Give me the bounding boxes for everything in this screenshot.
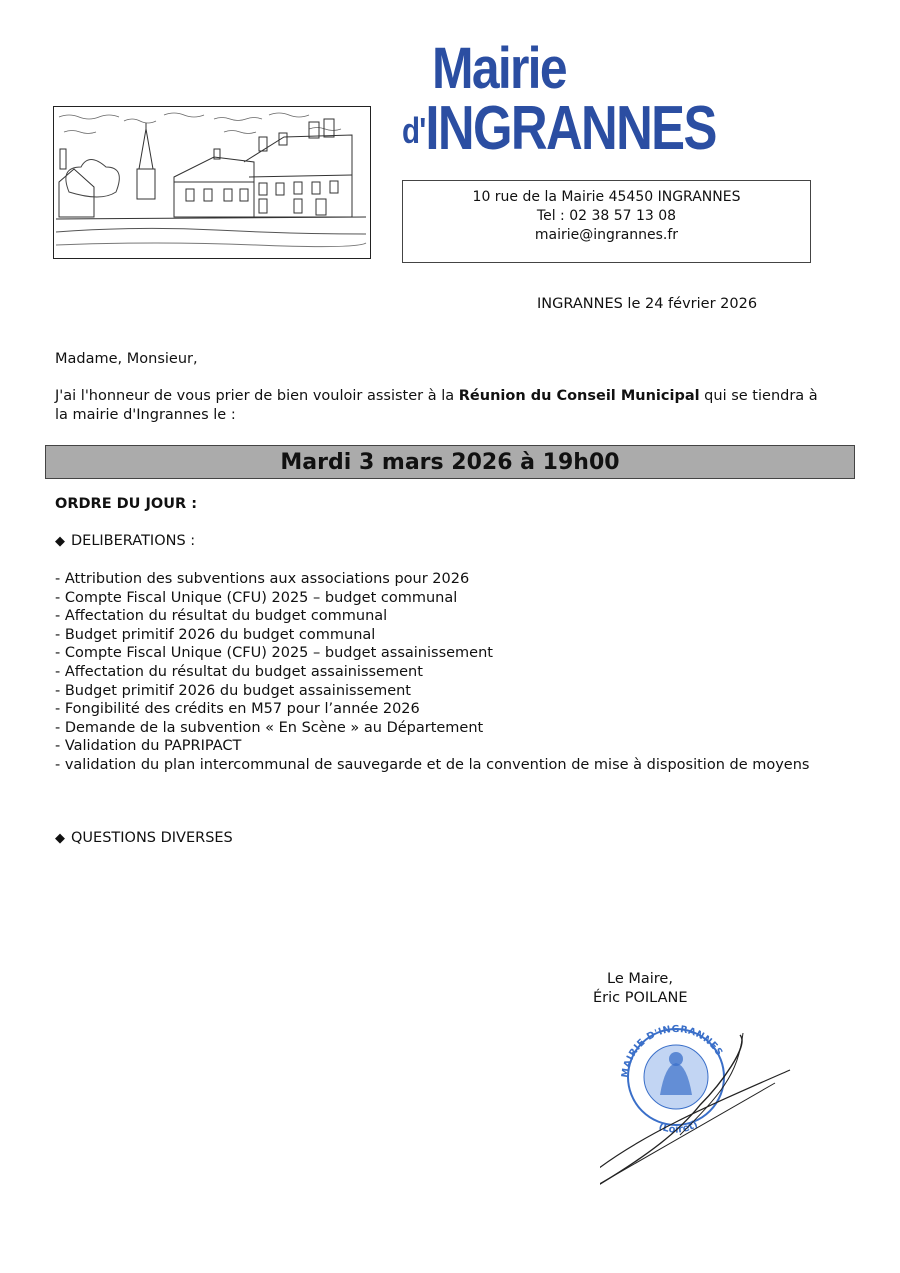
list-item: - Fongibilité des crédits en M57 pour l’année 2026 — [55, 701, 420, 718]
intro-paragraph — [55, 387, 825, 425]
intro-bold: Réunion du Conseil Municipal — [458, 388, 700, 404]
list-item: - Demande de la subvention « En Scène » au Département — [55, 719, 484, 736]
logo-mairie: Mairie — [432, 36, 566, 101]
list-item: - Budget primitif 2026 du budget assainissement — [55, 682, 411, 699]
signatory-name: Éric POILANE — [593, 990, 688, 1006]
section-deliberations — [55, 533, 195, 549]
section-deliberations-label: DELIBERATIONS : — [71, 533, 196, 549]
logo-ingrannes — [402, 94, 716, 163]
salutation: Madame, Monsieur, — [55, 351, 198, 367]
stamp-top-text: MAIRIE D'INGRANNES — [619, 1023, 725, 1079]
intro-after: qui se tiendra à la mairie d'Ingrannes le : — [55, 388, 818, 423]
logo-main: INGRANNES — [425, 94, 716, 163]
signatory-title: Le Maire, — [607, 971, 673, 987]
email-line: mairie@ingrannes.fr — [534, 227, 679, 243]
diamond-icon: ◆ — [55, 831, 65, 846]
official-stamp-signature — [600, 1015, 800, 1205]
signatory — [593, 970, 688, 1008]
stamp-bottom-text: (Loiret) — [656, 1118, 700, 1136]
letter-date: INGRANNES le 24 février 2026 — [537, 296, 758, 312]
address-box — [402, 180, 811, 263]
list-item: - Compte Fiscal Unique (CFU) 2025 – budget communal — [55, 589, 458, 606]
village-sketch-image — [53, 106, 371, 259]
diamond-icon: ◆ — [55, 534, 65, 549]
intro-before: J'ai l'honneur de vous prier de bien vouloir assister à la — [55, 388, 459, 404]
list-item: - Attribution des subventions aux associations pour 2026 — [55, 571, 470, 587]
list-item: - Budget primitif 2026 du budget communal — [55, 626, 376, 643]
logo-prefix: d' — [402, 110, 426, 151]
list-item: - Validation du PAPRIPACT — [55, 738, 242, 755]
list-item: - Affectation du résultat du budget communal — [55, 608, 388, 625]
list-item: - Affectation du résultat du budget assainissement — [55, 663, 423, 680]
phone-line: Tel : 02 38 57 13 08 — [536, 208, 677, 224]
meeting-date-banner: Mardi 3 mars 2026 à 19h00 — [45, 445, 855, 479]
agenda-list — [55, 570, 809, 775]
section-questions-label: QUESTIONS DIVERSES — [71, 830, 233, 846]
agenda-title: ORDRE DU JOUR : — [55, 496, 198, 512]
address-line: 10 rue de la Mairie 45450 INGRANNES — [472, 189, 741, 205]
list-item: - validation du plan intercommunal de sauvegarde et de la convention de mise à disposition de moyens — [55, 756, 810, 773]
list-item: - Compte Fiscal Unique (CFU) 2025 – budget assainissement — [55, 645, 493, 662]
section-questions — [55, 830, 233, 846]
